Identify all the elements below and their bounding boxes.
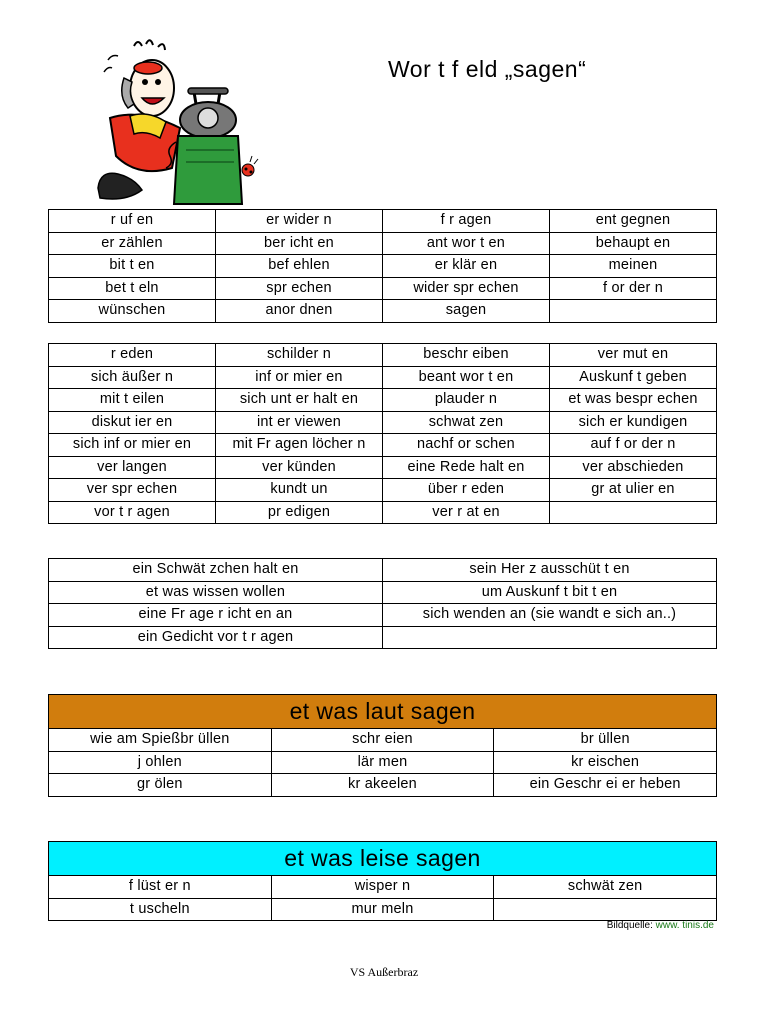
table-row	[49, 751, 717, 774]
table-cell: ver r at en	[383, 501, 550, 524]
phrase-table	[48, 558, 717, 649]
table-cell: pr edigen	[216, 501, 383, 524]
table-cell: j ohlen	[49, 751, 272, 774]
table-cell: plauder n	[383, 389, 550, 412]
table-cell	[494, 898, 717, 921]
table-row	[49, 277, 717, 300]
table-cell: sich äußer n	[49, 366, 216, 389]
table-cell: inf or mier en	[216, 366, 383, 389]
table-row	[49, 581, 717, 604]
table-cell: ver spr echen	[49, 479, 216, 502]
table-cell: über r eden	[383, 479, 550, 502]
table-cell: behaupt en	[550, 232, 717, 255]
table-cell: lär men	[271, 751, 494, 774]
table-cell: anor dnen	[216, 300, 383, 323]
table-row	[49, 434, 717, 457]
table-cell: ant wor t en	[383, 232, 550, 255]
table-cell: ein Gedicht vor t r agen	[49, 626, 383, 649]
table-row	[49, 210, 717, 233]
table-cell: ver künden	[216, 456, 383, 479]
table-row	[49, 501, 717, 524]
table-row	[49, 366, 717, 389]
table-cell: schilder n	[216, 344, 383, 367]
table-cell: ver langen	[49, 456, 216, 479]
table-cell: kr akeelen	[271, 774, 494, 797]
table-cell: wünschen	[49, 300, 216, 323]
table-cell: ent gegnen	[550, 210, 717, 233]
table-cell: ein Geschr ei er heben	[494, 774, 717, 797]
table-cell: mit t eilen	[49, 389, 216, 412]
table-cell	[550, 501, 717, 524]
table-cell: er zählen	[49, 232, 216, 255]
table-cell: mur meln	[271, 898, 494, 921]
table-row	[49, 559, 717, 582]
table-cell: schr eien	[271, 729, 494, 752]
table-row	[49, 411, 717, 434]
table-cell: t uscheln	[49, 898, 272, 921]
table-cell: gr at ulier en	[550, 479, 717, 502]
table-row	[49, 344, 717, 367]
table-cell: r eden	[49, 344, 216, 367]
table-cell: nachf or schen	[383, 434, 550, 457]
table-cell: er klär en	[383, 255, 550, 278]
table-row	[49, 774, 717, 797]
table-cell: sagen	[383, 300, 550, 323]
table-cell: mit Fr agen löcher n	[216, 434, 383, 457]
table-cell: wie am Spießbr üllen	[49, 729, 272, 752]
table-cell: diskut ier en	[49, 411, 216, 434]
table-row	[49, 604, 717, 627]
table-cell: beant wor t en	[383, 366, 550, 389]
table-cell: ver abschieden	[550, 456, 717, 479]
credit-label: Bildquelle:	[606, 920, 653, 931]
table-cell: f or der n	[550, 277, 717, 300]
table-row	[49, 876, 717, 899]
table-cell: wisper n	[271, 876, 494, 899]
table-cell: bef ehlen	[216, 255, 383, 278]
page-footer: VS Außerbraz	[349, 965, 419, 979]
table-cell: et was wissen wollen	[49, 581, 383, 604]
credit-link[interactable]: www. tinis.de	[655, 920, 714, 931]
table-cell: int er viewen	[216, 411, 383, 434]
table-cell: et was bespr echen	[550, 389, 717, 412]
page-title: Wor t f eld „sagen“	[388, 56, 587, 82]
table-row	[49, 729, 717, 752]
table-cell: ber icht en	[216, 232, 383, 255]
table-cell: schwat zen	[383, 411, 550, 434]
laut-table	[48, 728, 717, 797]
table-row	[49, 479, 717, 502]
person-on-telephone-icon	[90, 38, 265, 210]
table-cell: Auskunf t geben	[550, 366, 717, 389]
table-cell	[383, 626, 717, 649]
table-cell: bet t eln	[49, 277, 216, 300]
table-cell: spr echen	[216, 277, 383, 300]
table-cell: eine Fr age r icht en an	[49, 604, 383, 627]
verb-table-1	[48, 209, 717, 323]
table-row	[49, 232, 717, 255]
table-cell: f lüst er n	[49, 876, 272, 899]
table-row	[49, 255, 717, 278]
table-cell: meinen	[550, 255, 717, 278]
table-cell: sich unt er halt en	[216, 389, 383, 412]
table-cell: sich er kundigen	[550, 411, 717, 434]
table-cell: br üllen	[494, 729, 717, 752]
laut-heading: et was laut sagen	[48, 694, 717, 729]
table-cell: sein Her z ausschüt t en	[383, 559, 717, 582]
table-row	[49, 626, 717, 649]
table-cell: ver mut en	[550, 344, 717, 367]
table-row	[49, 300, 717, 323]
table-cell: kr eischen	[494, 751, 717, 774]
table-cell: er wider n	[216, 210, 383, 233]
table-cell: beschr eiben	[383, 344, 550, 367]
table-cell	[550, 300, 717, 323]
table-cell: sich wenden an (sie wandt e sich an..)	[383, 604, 717, 627]
table-row	[49, 898, 717, 921]
table-cell: f r agen	[383, 210, 550, 233]
image-credit	[607, 920, 714, 931]
table-cell: vor t r agen	[49, 501, 216, 524]
table-cell: schwät zen	[494, 876, 717, 899]
table-cell: eine Rede halt en	[383, 456, 550, 479]
table-cell: sich inf or mier en	[49, 434, 216, 457]
table-cell: bit t en	[49, 255, 216, 278]
table-cell: ein Schwät zchen halt en	[49, 559, 383, 582]
table-cell: um Auskunf t bit t en	[383, 581, 717, 604]
table-cell: r uf en	[49, 210, 216, 233]
table-row	[49, 456, 717, 479]
leise-heading: et was leise sagen	[48, 841, 717, 876]
verb-table-2	[48, 343, 717, 524]
table-cell: kundt un	[216, 479, 383, 502]
table-cell: auf f or der n	[550, 434, 717, 457]
leise-table	[48, 875, 717, 921]
table-row	[49, 389, 717, 412]
table-cell: wider spr echen	[383, 277, 550, 300]
table-cell: gr ölen	[49, 774, 272, 797]
